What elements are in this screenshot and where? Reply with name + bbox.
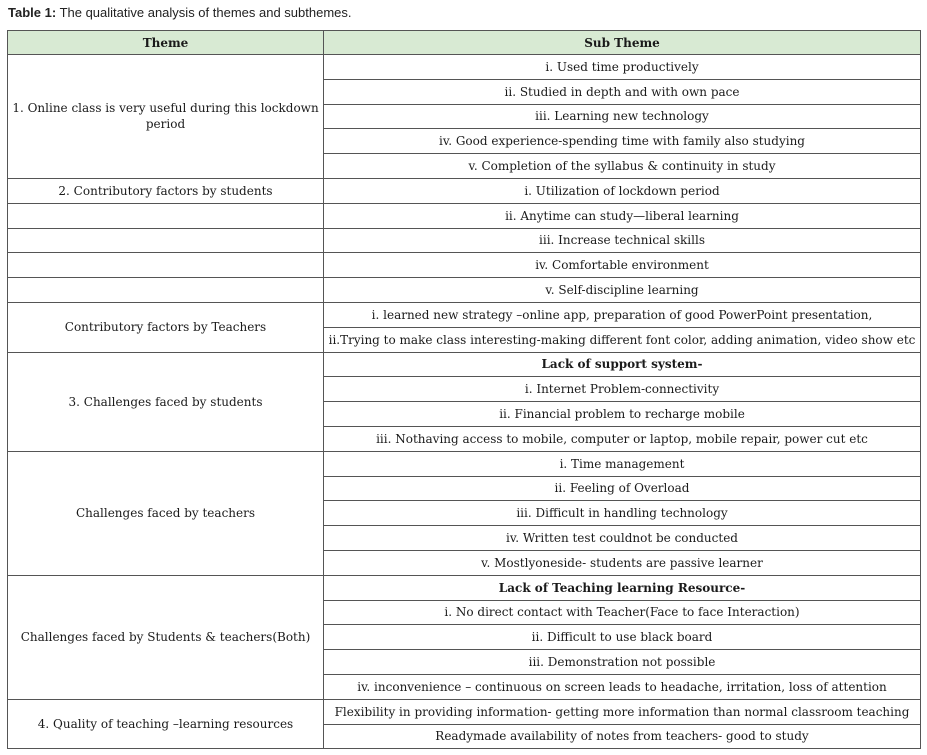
table-row xyxy=(8,228,921,253)
sub-theme-cell: v. Self-discipline learning xyxy=(324,278,921,303)
theme-cell: Challenges faced by Students & teachers(Both) xyxy=(8,575,324,699)
sub-theme-cell: i. No direct contact with Teacher(Face to face Interaction) xyxy=(324,600,921,625)
sub-theme-cell: i. Time management xyxy=(324,451,921,476)
sub-theme-cell: ii. Difficult to use black board xyxy=(324,625,921,650)
sub-theme-cell: Readymade availability of notes from teachers- good to study xyxy=(324,724,921,749)
sub-theme-cell: ii. Financial problem to recharge mobile xyxy=(324,402,921,427)
sub-theme-cell: ii. Anytime can study—liberal learning xyxy=(324,203,921,228)
theme-cell: 2. Contributory factors by students xyxy=(8,178,324,203)
sub-theme-cell: iii. Nothaving access to mobile, computer or laptop, mobile repair, power cut etc xyxy=(324,426,921,451)
sub-theme-cell: Flexibility in providing information- getting more information than normal classroom teaching xyxy=(324,699,921,724)
theme-cell: 4. Quality of teaching –learning resources xyxy=(8,699,324,749)
table-row xyxy=(8,178,921,203)
table-body xyxy=(8,55,921,749)
theme-cell: Challenges faced by teachers xyxy=(8,451,324,575)
sub-theme-cell: v. Completion of the syllabus & continuity in study xyxy=(324,154,921,179)
sub-theme-cell: Lack of Teaching learning Resource- xyxy=(324,575,921,600)
table-caption-text: The qualitative analysis of themes and subthemes. xyxy=(59,5,352,20)
sub-theme-cell: i. Internet Problem-connectivity xyxy=(324,377,921,402)
table-row xyxy=(8,451,921,476)
theme-cell: Contributory factors by Teachers xyxy=(8,302,324,352)
sub-theme-cell: iii. Difficult in handling technology xyxy=(324,501,921,526)
table-caption xyxy=(8,5,352,20)
table-row xyxy=(8,352,921,377)
table-row xyxy=(8,203,921,228)
table-header-row xyxy=(8,31,921,55)
sub-theme-cell: iii. Increase technical skills xyxy=(324,228,921,253)
sub-theme-cell: i. Used time productively xyxy=(324,55,921,80)
sub-theme-cell: iv. Comfortable environment xyxy=(324,253,921,278)
sub-theme-cell: i. Utilization of lockdown period xyxy=(324,178,921,203)
sub-theme-cell: ii.Trying to make class interesting-making different font color, adding animation, video show etc xyxy=(324,327,921,352)
themes-table xyxy=(7,30,921,749)
theme-cell xyxy=(8,228,324,253)
sub-theme-cell: iii. Demonstration not possible xyxy=(324,650,921,675)
theme-cell xyxy=(8,278,324,303)
theme-cell: 1. Online class is very useful during this lockdown period xyxy=(8,55,324,179)
theme-cell xyxy=(8,253,324,278)
sub-theme-cell: ii. Feeling of Overload xyxy=(324,476,921,501)
sub-theme-cell: iii. Learning new technology xyxy=(324,104,921,129)
sub-theme-cell: iv. inconvenience – continuous on screen leads to headache, irritation, loss of attention xyxy=(324,674,921,699)
sub-theme-cell: ii. Studied in depth and with own pace xyxy=(324,79,921,104)
header-sub-theme: Sub Theme xyxy=(324,31,921,55)
table-row xyxy=(8,253,921,278)
table-row xyxy=(8,699,921,724)
table-row xyxy=(8,278,921,303)
sub-theme-cell: Lack of support system- xyxy=(324,352,921,377)
table-caption-label: Table 1: xyxy=(8,5,57,20)
header-theme: Theme xyxy=(8,31,324,55)
sub-theme-cell: iv. Written test couldnot be conducted xyxy=(324,526,921,551)
theme-cell: 3. Challenges faced by students xyxy=(8,352,324,451)
sub-theme-cell: i. learned new strategy –online app, preparation of good PowerPoint presentation, xyxy=(324,302,921,327)
table-row xyxy=(8,302,921,327)
sub-theme-cell: iv. Good experience-spending time with family also studying xyxy=(324,129,921,154)
sub-theme-cell: v. Mostlyoneside- students are passive learner xyxy=(324,550,921,575)
table-row xyxy=(8,575,921,600)
theme-cell xyxy=(8,203,324,228)
table-row xyxy=(8,55,921,80)
